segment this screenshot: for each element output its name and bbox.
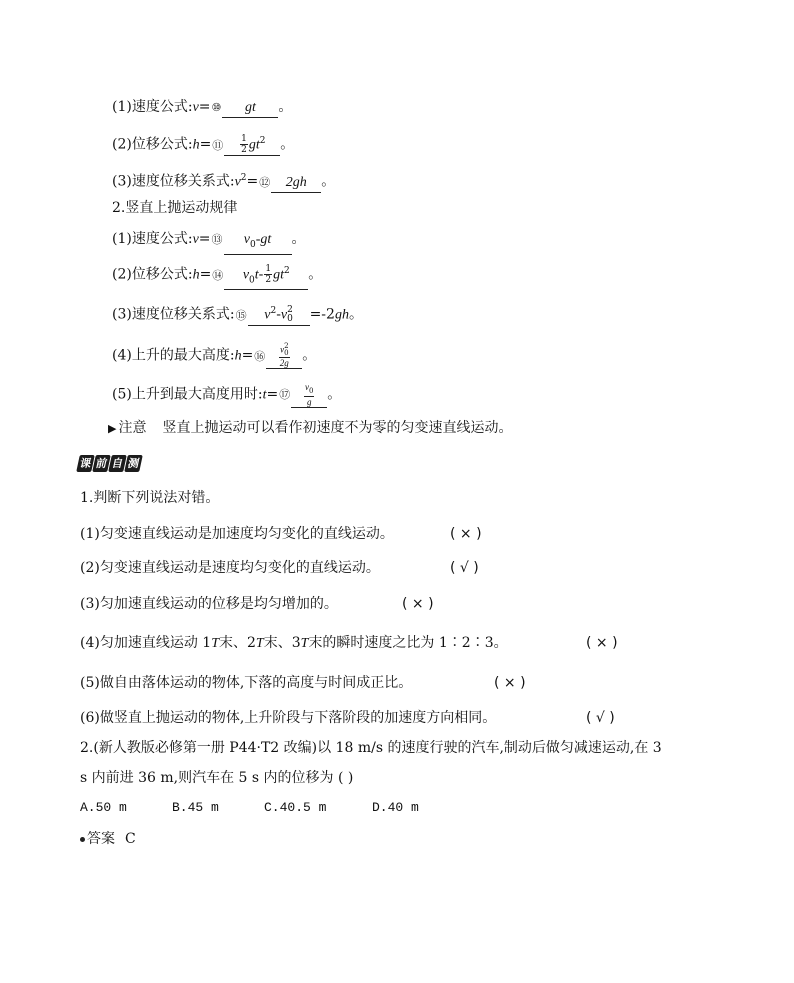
answer-blank: $v_0-gt$	[224, 230, 292, 255]
answer-blank: 2gh	[271, 174, 321, 193]
answer-blank: $v^2-v$ 2 0	[248, 302, 310, 326]
judgement-mark: ( × )	[494, 675, 526, 691]
fraction: v 2 0 2g	[279, 342, 289, 368]
fraction: $\frac{1}{2}$	[241, 134, 247, 156]
answer: 答案 C	[80, 829, 136, 849]
vertical-up-max-height: (4)上升的最大高度:h=⑯ v 2 0 2g 。	[112, 342, 317, 368]
free-fall-displacement-formula: (2)位移公式:h=⑪ $\frac{1}{2}$ $gt^2$ 。	[112, 132, 294, 156]
vertical-up-relation-formula: (3)速度位移关系式:⑮ $v^2-v$ 2 0 =-2gh。	[112, 302, 363, 326]
section-badge-pre-class-test: 课 前 自 测	[78, 455, 141, 472]
answer-blank: $v_0t-$ $\frac{1}{2}$ $gt^2$	[224, 262, 308, 290]
question-2-line-2: s 内前进 36 m,则汽车在 5 s 内的位移为 ( )	[80, 770, 354, 786]
q1-item-4: (4)匀加速直线运动 1T末、2T末、3T末的瞬时速度之比为 1∶2∶3。 ( × )	[80, 635, 618, 651]
answer-blank	[291, 382, 327, 408]
vertical-up-max-time: (5)上升到最大高度用时:t=⑰ $\frac{v_0}{g}$ 。	[112, 382, 342, 407]
answer-blank: $\frac{1}{2}$ $gt^2$	[224, 132, 280, 156]
vertical-up-speed-formula: (1)速度公式:v=⑬ $v_0-gt$ 。	[112, 229, 306, 255]
option-d: D.40 m	[372, 800, 419, 815]
judgement-mark: ( × )	[586, 635, 618, 651]
fraction: $\frac{v_0}{g}$	[304, 382, 314, 407]
free-fall-relation-formula: (3)速度位移关系式$:v^2=⑫$ 2gh 。	[112, 168, 335, 193]
question-1-title: 1.判断下列说法对错。	[80, 490, 220, 506]
q1-item-5: (5)做自由落体运动的物体,下落的高度与时间成正比。 ( × )	[80, 675, 526, 691]
note: ▶ 注意 竖直上抛运动可以看作初速度不为零的匀变速直线运动。	[108, 420, 513, 436]
q1-item-1: (1)匀变速直线运动是加速度均匀变化的直线运动。 ( × )	[80, 526, 482, 542]
free-fall-speed-formula: (1)速度公式:v=⑩ gt 。	[112, 97, 292, 118]
judgement-mark: ( × )	[450, 526, 482, 542]
q1-item-2: (2)匀变速直线运动是速度均匀变化的直线运动。 ( √ )	[80, 560, 479, 576]
triangle-marker-icon: ▶	[108, 422, 117, 435]
judgement-mark: ( √ )	[450, 560, 479, 576]
answer-bullet-icon	[80, 837, 85, 842]
judgement-mark: ( √ )	[586, 710, 615, 726]
vertical-up-displacement-formula: (2)位移公式:h=⑭ $v_0t-$ $\frac{1}{2}$ $gt^2$ 。	[112, 262, 322, 290]
fraction: $\frac{1}{2}$	[265, 264, 272, 286]
q1-item-6: (6)做竖直上抛运动的物体,上升阶段与下落阶段的加速度方向相同。 ( √ )	[80, 710, 615, 726]
judgement-mark: ( × )	[402, 596, 434, 612]
option-b: B.45 m	[172, 800, 219, 815]
q1-item-3: (3)匀加速直线运动的位移是均匀增加的。 ( × )	[80, 596, 434, 612]
option-c: C.40.5 m	[264, 800, 327, 815]
section-heading-vertical-up: 2.竖直上抛运动规律	[112, 200, 238, 216]
question-2-line-1: 2.(新人教版必修第一册 P44·T2 改编)以 18 m/s 的速度行驶的汽车,制动后做匀减速运动,在 3	[80, 740, 662, 756]
option-a: A.50 m	[80, 800, 127, 815]
answer-blank: gt	[222, 99, 278, 118]
answer-blank	[266, 343, 302, 369]
